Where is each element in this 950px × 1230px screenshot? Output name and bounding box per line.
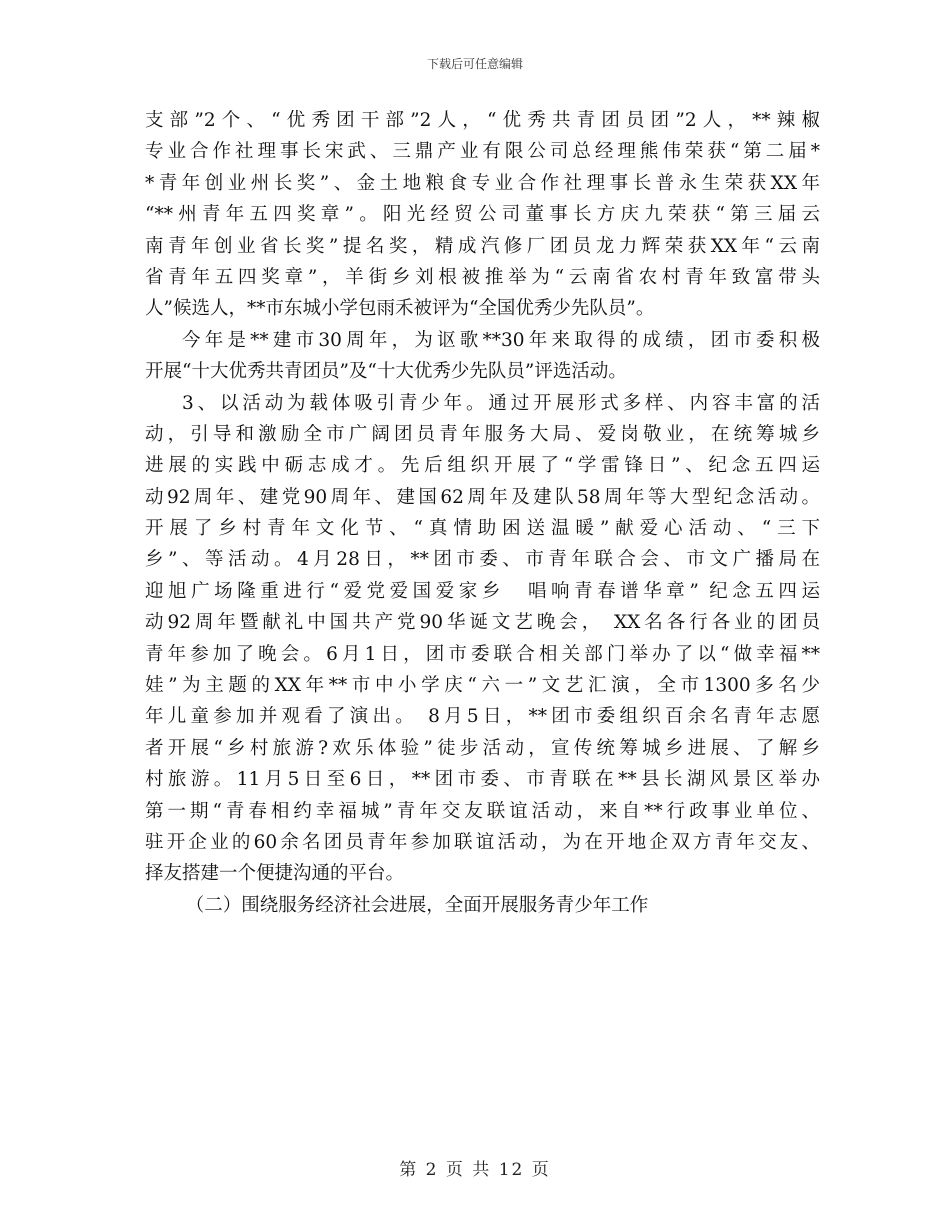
text-line: 3、以活动为载体吸引青少年。通过开展形式多样、内容丰富的活 bbox=[182, 392, 820, 414]
page-footer: 第 2 页 共 12 页 bbox=[399, 1160, 551, 1180]
text-line: 年儿童参加并观看了演出。 8月5日，**团市委组织百余名青年志愿 bbox=[145, 706, 820, 728]
page-header: 下载后可任意编辑 bbox=[426, 57, 523, 71]
text-line: 南青年创业省长奖”提名奖，精成汽修厂团员龙力辉荣获XX年“云南 bbox=[145, 235, 820, 257]
text-line: 择友搭建一个便捷沟通的平台。 bbox=[145, 863, 405, 885]
text-line: 动，引导和激励全市广阔团员青年服务大局、爱岗敬业，在统筹城乡 bbox=[145, 423, 820, 445]
text-line: 开展“十大优秀共青团员”及“十大优秀少先队员”评选活动。 bbox=[145, 361, 627, 383]
text-line: 省青年五四奖章”，羊街乡刘根被推举为“云南省农村青年致富带头 bbox=[145, 266, 820, 288]
text-line: 人”候选人，**市东城小学包雨禾被评为“全国优秀少先队员”。 bbox=[145, 298, 655, 320]
text-line: 动92周年、建党90周年、建国62周年及建队58周年等大型纪念活动。 bbox=[145, 486, 820, 508]
text-line: 村旅游。11月5日至6日，**团市委、市青联在**县长湖风景区举办 bbox=[145, 769, 820, 791]
text-line: 进展的实践中砺志成才。先后组织开展了“学雷锋日”、纪念五四运 bbox=[145, 455, 820, 477]
text-line: 迎旭广场隆重进行“爱党爱国爱家乡 唱响青春谱华章” 纪念五四运 bbox=[145, 580, 820, 602]
text-line: 青年参加了晚会。6月1日，团市委联合相关部门举办了以“做幸福** bbox=[145, 643, 820, 665]
text-line: 第一期“青春相约幸福城”青年交友联谊活动，来自**行政事业单位、 bbox=[145, 800, 820, 822]
text-line: 动92周年暨献礼中国共产党90华诞文艺晚会， XX名各行各业的团员 bbox=[145, 612, 820, 634]
text-line: 者开展“乡村旅游?欢乐体验”徒步活动，宣传统筹城乡进展、了解乡 bbox=[145, 737, 820, 759]
text-line: 支部”2个、“优秀团干部”2人，“优秀共青团员团”2人，**辣椒 bbox=[145, 110, 820, 131]
text-line: 乡”、等活动。4月28日，**团市委、市青年联合会、市文广播局在 bbox=[145, 549, 820, 571]
text-line: 驻开企业的60余名团员青年参加联谊活动，为在开地企双方青年交友、 bbox=[145, 831, 820, 853]
text-line: 开展了乡村青年文化节、“真情助困送温暖”献爱心活动、“三下 bbox=[145, 518, 820, 540]
text-line: “**州青年五四奖章”。阳光经贸公司董事长方庆九荣获“第三届云 bbox=[145, 204, 820, 226]
text-line: *青年创业州长奖”、金土地粮食专业合作社理事长普永生荣获XX年 bbox=[145, 172, 820, 194]
text-line: 娃”为主题的XX年**市中小学庆“六一”文艺汇演，全市1300多名少 bbox=[145, 675, 820, 697]
document-body bbox=[145, 105, 820, 921]
text-line: 今年是**建市30周年，为讴歌**30年来取得的成绩，团市委积极 bbox=[182, 329, 820, 351]
text-line: 专业合作社理事长宋武、三鼎产业有限公司总经理熊伟荣获“第二届* bbox=[145, 141, 820, 163]
text-line: （二）围绕服务经济社会进展，全面开展服务青少年工作 bbox=[185, 894, 649, 916]
